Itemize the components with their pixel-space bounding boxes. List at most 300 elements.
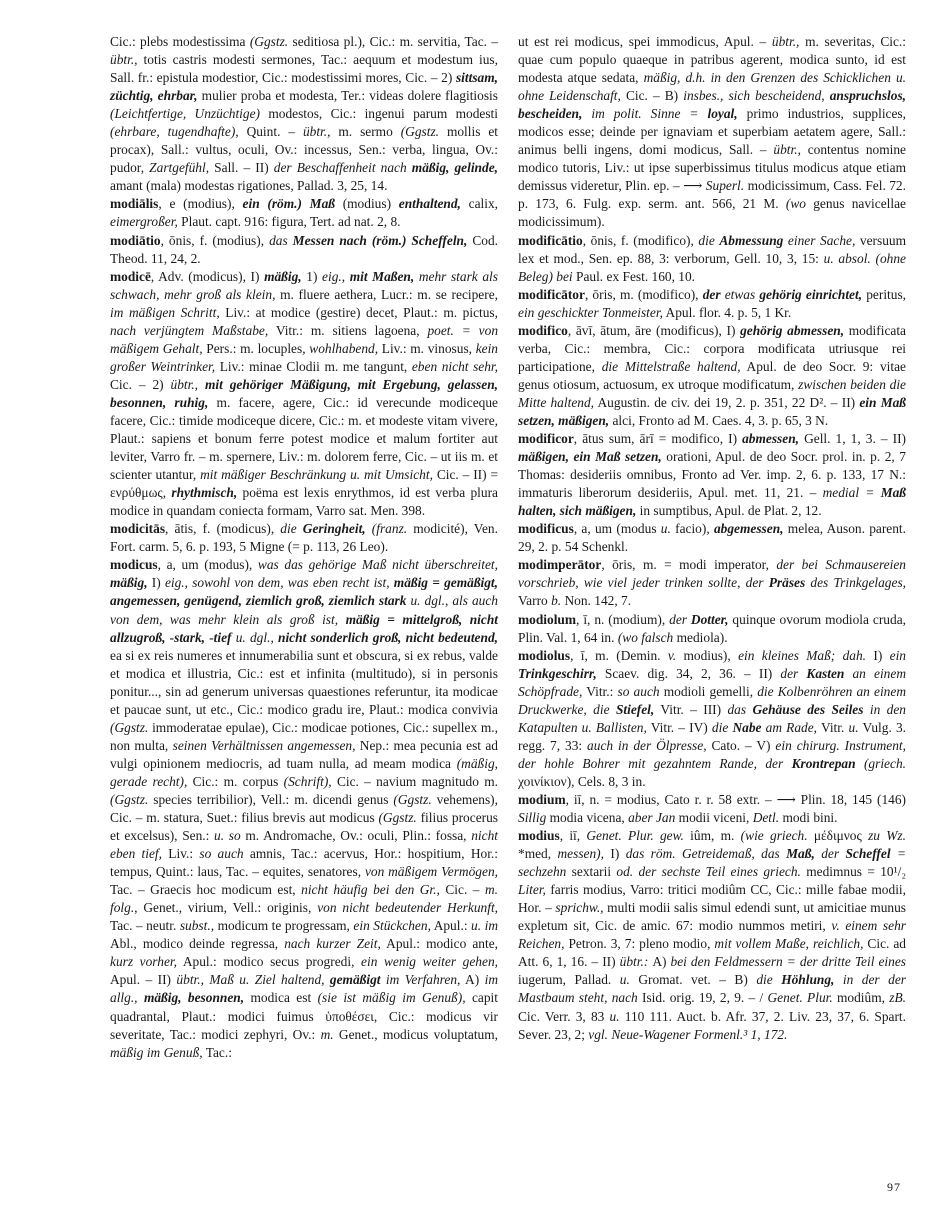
entry-text: ut est rei modicus, spei immodicus, Apul. – xyxy=(518,34,772,49)
entry-text: rhythmisch, xyxy=(171,485,238,501)
headword: modificātio xyxy=(518,232,583,248)
entry-text: mäßig, xyxy=(264,268,302,284)
entry-text: abmessen, xyxy=(742,431,800,447)
entry-text: Stiefel, xyxy=(615,701,655,717)
entry-text: Apul. de deo Socr. 9: vitae genus otiosum, actuosum, ex utroque modificatum, xyxy=(518,358,906,392)
entry-text: in sumptibus, Apul. de Plat. 2, 12. xyxy=(636,503,822,519)
entry-text: modius), xyxy=(676,647,739,663)
entry-text: immoderatae epulae), Cic.: modicae potiones, Cic.: supellex m., non multa, xyxy=(110,719,498,753)
entry-text: Vitr.: m. sitiens lagoena, xyxy=(268,322,428,338)
entry-text: an einem Schöpfrade, xyxy=(518,665,906,699)
entry-text: Genet., modicus voluptatum, xyxy=(333,1026,498,1042)
entry-text: u. dgl., xyxy=(231,629,279,645)
entry-text: wohlhabend, xyxy=(309,340,379,356)
entry-text: Liv.: m. vinosus, xyxy=(378,340,476,356)
entry-text: der xyxy=(780,665,807,681)
entry-text: Genet. Plur. xyxy=(767,990,833,1006)
entry-text: übtr., xyxy=(302,124,331,140)
entry-text: Gehäuse des Seiles xyxy=(752,701,864,717)
entry-text: modicissimum, Cass. Fel. 72. p. 173, 6. Fulg. exp. serm. ant. 566, 21 M. xyxy=(518,178,906,212)
entry-text: Trinkgeschirr, xyxy=(518,665,597,681)
headword: modificātor xyxy=(518,286,585,302)
entry-text: species terribilior), Vell.: m. dicendi genus xyxy=(148,791,394,807)
entry-modice xyxy=(110,268,498,521)
entry-text: u. dgl., als auch von dem, was mehr klein als groß ist, xyxy=(110,593,499,627)
entry-text: sextarii xyxy=(566,864,617,880)
entry-modicitas xyxy=(110,520,498,556)
entry-text: Krontrepan xyxy=(791,755,856,771)
entry-text: v. xyxy=(667,647,677,663)
entry-text: Apul.: modico secus progredi, xyxy=(177,954,362,970)
entry-text: (modius) xyxy=(334,196,399,212)
entry-text: übtr., xyxy=(771,34,800,49)
entry-text: Scaev. dig. 34, 2, 36. – II) xyxy=(596,665,781,681)
entry-text: ein kleines Maß; dah. xyxy=(738,647,867,663)
entry-text: Scheffel xyxy=(845,846,891,862)
entry-text: poëma est lexis enrythmos, id est verba plura modice in quandam coniecta formam, Varro sat. Men. 398. xyxy=(110,485,498,519)
entry-text: aber Jan xyxy=(628,810,676,826)
headword: modifico xyxy=(518,322,568,338)
entry-text: modica est xyxy=(244,990,318,1006)
entry-text: , a, um (modus), xyxy=(157,557,258,573)
entry-text: (wo xyxy=(785,196,806,212)
entry-text: mäßig, besonnen, xyxy=(143,990,245,1006)
entry-text: Cic. – xyxy=(439,882,485,898)
entry-text: Isid. orig. 19, 2, 9. – / xyxy=(637,990,768,1006)
entry-text: Maß, xyxy=(786,846,815,862)
page-number: 97 xyxy=(887,1180,901,1194)
entry-text: Tac. – Graecis hoc modicum est, xyxy=(110,882,302,898)
entry-text: Vitr.: xyxy=(582,683,618,699)
entry-text: ein chirurg. Instrument, der hohle Bohrer mit gezahntem Rande, der xyxy=(518,737,906,771)
entry-modius xyxy=(518,827,906,1044)
entry-text: Quint. – xyxy=(238,124,303,140)
entry-text: ein xyxy=(889,647,906,663)
entry-text: im Verfahren, xyxy=(380,972,461,988)
entry-text: in den Katapulten u. Ballisten, xyxy=(518,701,907,735)
entry-text: Messen nach (röm.) Scheffeln, xyxy=(292,232,468,248)
entry-text: mäßig, gelinde, xyxy=(411,160,498,176)
entry-text: mit mäßiger Beschränkung u. mit Umsicht, xyxy=(200,467,433,483)
entry-text: nicht eben tief, xyxy=(110,828,498,862)
entry-text: mit gehöriger Mäßigung, mit Ergebung, gelassen, besonnen, ruhig, xyxy=(110,376,498,410)
entry-modicus xyxy=(110,556,498,1061)
headword: modificus xyxy=(518,521,574,537)
entry-text: in der der Mastbaum steht, nach xyxy=(518,972,906,1006)
entry-text: primo industrios, supplices, modicos esse; deinde per ignaviam et superbiam aetatem agere, Sall.: animus belli ingens, domi modicus, Sall. – xyxy=(518,106,906,158)
entry-text: poet. = von mäßigem Gehalt, xyxy=(110,322,499,356)
entry-modiatio xyxy=(110,232,498,268)
entry-text: seinen Verhältnissen angemessen, xyxy=(172,737,356,753)
entry-text: Vitr. – IV) xyxy=(646,719,712,735)
entry-text: melea, Auson. parent. 29, 2. p. 54 Schenkl. xyxy=(518,521,907,555)
entry-modiolus xyxy=(518,647,906,791)
entry-text: mäßig, d.h. in den Grenzen des Schicklichen u. ohne Leidenschaft, xyxy=(518,70,906,104)
entry-text: = sechzehn xyxy=(518,846,906,880)
entry-text: Vitr. – III) xyxy=(654,701,728,717)
entry-text: ein (röm.) Maß xyxy=(242,196,335,212)
entry-text: der bei Schmausereien vorschrieb, wie viel jeder trinken sollte, der xyxy=(518,557,906,591)
entry-text: u. xyxy=(660,521,671,537)
entry-text: Nabe xyxy=(732,719,762,735)
entry-text: v. einem sehr Reichen, xyxy=(518,918,906,952)
entry-text: Cic. – II) = ενρύθμως, xyxy=(110,467,498,501)
headword: modiolum xyxy=(518,611,577,627)
entry-text: Liter, xyxy=(518,882,546,898)
entry-text: loyal, xyxy=(707,106,738,122)
entry-text: m. facere, agere, Cic.: id verecunde modiceque facere, Cic.: timide modiceque dicere, Cic.: m. et modeste vitam vivere, Plaut.: sapiens et bonum ferre potest modice et malum fortiter aut leviter, Varro fr. – m. spernere, Liv.: m. dolorem ferre, Cic. – ut iis m. et scienter utantur, xyxy=(110,394,498,483)
entry-text: , ātus sum, ārī = modifico, I) xyxy=(573,431,743,447)
entry-text: der xyxy=(669,611,691,627)
entry-text: Dotter, xyxy=(690,611,729,627)
entry-text: filius procerus et excelsus), Sen.: xyxy=(110,810,498,844)
entry-text: iugerum, Pallad. xyxy=(518,972,620,988)
entry-text: *med, xyxy=(518,846,558,862)
entry-text: anspruchslos, bescheiden, xyxy=(518,88,907,122)
entry-text: die xyxy=(698,232,720,248)
entry-text: von nicht bedeutender Herkunft, xyxy=(317,900,499,916)
entry-text: nach verjüngtem Maßstabe, xyxy=(110,322,269,338)
entry-text: I) xyxy=(603,846,626,862)
entry-text: von mäßigem Vermögen, xyxy=(364,864,498,880)
entry-text: medimnus = 10¹/₂ xyxy=(800,864,906,880)
entry-text: zu Wz. xyxy=(868,828,906,844)
entry-text: zwischen beiden die Mitte haltend, xyxy=(518,376,906,410)
headword: modius xyxy=(518,828,560,844)
entry-text: Liv.: minae Clodii m. me tangunt, xyxy=(215,358,412,374)
headword: modicus xyxy=(110,557,158,573)
entry-text: m. severitas, Cic.: quae cum populo quaeque in patribus agerent, modica sunto, id est modesta atque sedata, xyxy=(518,34,906,86)
entry-text: u. so xyxy=(214,828,241,844)
headword: modicitās xyxy=(110,521,166,537)
entry-text: capit quadrantal, Plaut.: modici fuimus ὑποθέσει, Cic.: modicus vir severitate, Tac.: modici zephyri, Ov.: xyxy=(110,990,498,1042)
entry-modiolum xyxy=(518,611,906,647)
entry-text: gemäßigt xyxy=(329,972,381,988)
entry-text: mediola). xyxy=(673,629,728,645)
entry-text: calix, xyxy=(460,196,498,212)
entry-text: subst., xyxy=(179,918,215,934)
entry-text: u. absol. (ohne Beleg) bei xyxy=(518,250,906,284)
entry-text: Genet. Plur. gew. xyxy=(586,828,684,844)
entry-text: versuum lex et mod., Sen. ep. 88, 3: verborum, Gell. 10, 3, 15: xyxy=(518,232,907,266)
entry-text: eig., xyxy=(322,268,350,284)
entry-text: I) xyxy=(147,575,165,591)
entry-text: Abl., modico deinde regressa, xyxy=(110,936,285,952)
entry-text: , ōris, m. = modi imperator, xyxy=(601,557,777,573)
entry-text: Apul. flor. 4. p. 5, 1 Kr. xyxy=(662,304,792,320)
entry-text: modioli gemelli, xyxy=(659,683,758,699)
entry-text: amant (mala) modestas rigationes, Pallad. 3, 25, 14. xyxy=(110,178,388,194)
entry-text: Abmessung xyxy=(719,232,784,248)
entry-text: u. im xyxy=(471,918,498,934)
entry-text: u. xyxy=(848,719,859,735)
entry-text: Präses xyxy=(768,575,806,591)
entry-text: nicht häufig bei den Gr., xyxy=(301,882,440,898)
entry-text: modicité), Ven. Fort. carm. 5, 6. p. 193, 5 Migne (= p. 113, 26 Leo). xyxy=(110,521,498,555)
entry-text: b. xyxy=(551,593,562,609)
entry-text: Apul.: modico ante, xyxy=(380,936,498,952)
entry-text: Cic. – 2) xyxy=(110,376,171,392)
entry-modium xyxy=(518,791,906,827)
entry-text: genus navicellae modicissimum). xyxy=(518,196,906,230)
entry-text: Vulg. 3. regg. 7, 33: xyxy=(518,719,906,753)
entry-text: was das gehörige Maß nicht überschreitet, xyxy=(257,557,498,573)
entry-text: A) xyxy=(460,972,485,988)
entry-text: die xyxy=(280,521,303,537)
entry-text: Maß halten, sich mäßigen, xyxy=(518,485,906,519)
entry-text: nach kurzer Zeit, xyxy=(284,936,381,952)
entry-text: nicht sonderlich groß, nicht bedeutend, xyxy=(278,629,498,645)
entry-text: (Schrift), xyxy=(283,773,332,789)
entry-text: (franz. xyxy=(365,521,408,537)
entry-text: Gromat. vet. – B) xyxy=(629,972,757,988)
entry-text: etwas xyxy=(724,286,760,302)
entry-text: im allg., xyxy=(110,972,498,1006)
entry-text: übtr., xyxy=(110,52,138,68)
entry-text: , ī, m. (Demin. xyxy=(570,647,668,663)
entry-text: des Trinkgelages, xyxy=(805,575,907,591)
entry-text: , āvī, ātum, āre (modificus), I) xyxy=(567,322,741,338)
entry-text: , iī, n. = modius, Cato r. r. 58 extr. – ⟶ Plin. 18, 145 (146) xyxy=(565,791,906,807)
headword: modium xyxy=(518,791,566,807)
entry-text: Cic. Verr. 3, 83 xyxy=(518,1008,610,1024)
entry-text: im mäßigen Schritt, xyxy=(110,304,220,320)
entry-text: μέδιμνος xyxy=(807,828,869,844)
entry-text: modificata verba, Cic.: membra, Cic.: corpora modificata utriusque rei participatione, xyxy=(518,322,906,374)
entry-text: m. sermo xyxy=(330,124,401,140)
entry-text: amnis, Tac.: acervus, Hor.: hospitium, Hor.: tempus, Quint.: laus, Tac. – equites, senatores, xyxy=(110,846,499,880)
entry-text: od. der sechste Teil eines griech. xyxy=(616,864,801,880)
entry-text: zB. xyxy=(889,990,907,1006)
entry-text: (Ggstz. xyxy=(393,791,432,807)
entry-text: (Ggstz. xyxy=(110,719,149,735)
entry-text: Vitr. xyxy=(817,719,849,735)
entry-text: mäßig = mittelgroß, nicht allzugroß, -stark, -tief xyxy=(110,611,498,645)
entry-text: modicum te progressam, xyxy=(214,918,354,934)
entry-text: die xyxy=(711,719,733,735)
entry-text: , ōris, m. (modifico), xyxy=(584,286,703,302)
entry-text: modi bini. xyxy=(779,810,838,826)
entry-text: insbes., sich bescheidend, xyxy=(683,88,830,104)
entry-text: vehemens), Cic. – m. statura, Suet.: filius brevis aut modicus xyxy=(110,791,498,826)
entry-text: ein Stückchen, xyxy=(353,918,431,934)
entry-text: I) xyxy=(866,647,890,663)
entry-text: Detl. xyxy=(752,810,780,826)
entry-text: u. xyxy=(619,972,630,988)
entry-text: Apul.: xyxy=(430,918,472,934)
entry-text: peritus, xyxy=(862,286,907,302)
entry-modialis xyxy=(110,195,498,231)
right-column xyxy=(518,33,906,1044)
entry-text: Tac.: xyxy=(202,1044,232,1060)
entry-text: einer Sache, xyxy=(783,232,856,248)
entry-text: Cod. Theod. 11, 24, 2. xyxy=(110,232,499,266)
entry-text: die xyxy=(756,972,782,988)
headword: modicē xyxy=(110,268,151,284)
entry-text: so auch xyxy=(617,683,660,699)
entry-text: Genet., virium, Vell.: originis, xyxy=(137,900,318,916)
entry-text: mit Maßen, xyxy=(349,268,415,284)
entry-text: eben nicht sehr, xyxy=(411,358,498,374)
entry-text: Sillig xyxy=(518,810,547,826)
entry-text: Liv.: xyxy=(162,846,200,862)
entry-text: , ātis, f. (modicus), xyxy=(165,521,281,537)
entry-modifico xyxy=(518,322,906,430)
entry-text: eimergroßer, xyxy=(110,214,178,230)
entry-text: Augustin. de civ. dei 19, 2. p. 351, 22 D². – II) xyxy=(594,394,860,410)
entry-text: , a, um (modus xyxy=(573,521,661,537)
entry-text: mit vollem Maße, reichlich, xyxy=(714,936,864,952)
left-column xyxy=(110,33,498,1062)
entry-text: so auch xyxy=(199,846,244,862)
entry-text: Liv.: at modice (gestire) decet, Plaut.: m. pictus, xyxy=(219,304,498,320)
entry-text: (Ggstz. xyxy=(249,34,289,49)
entry-text: Zartgefühl, xyxy=(149,160,210,176)
entry-modificatio xyxy=(518,232,906,286)
entry-text: multi modii salis simul edendi sunt, ut amicitiae munus expletum sit, Cic. de amic. 67: modio nummos metiri, xyxy=(518,900,906,934)
entry-text: die Mittelstraße haltend, xyxy=(601,358,741,374)
entry-text: Cic.: m. corpus xyxy=(187,773,284,789)
entry-text: ea si ex reis numeres et innumerabilia sunt et obscura, si ex rebus, valde et modica et illustria, Cic.: est et infinita (multitudo), si in personis ponitur..., sin ad generum universas quaestiones referuntur, ita modicae et paucae sunt, ut etc., Cic.: modico gradu ire, Plaut.: modica convivia xyxy=(110,647,498,717)
entry-text: u. xyxy=(609,1008,620,1024)
entry-text: abgemessen, xyxy=(713,521,784,537)
entry-modestus-cont xyxy=(110,33,498,195)
headword: modificor xyxy=(518,431,574,447)
entry-text: m. Andromache, Ov.: oculi, Plin.: fossa, xyxy=(240,828,472,844)
entry-text: , Adv. (modicus), I) xyxy=(150,268,265,284)
entry-text: Kasten xyxy=(806,665,845,681)
entry-text: mulier proba et modesta, Ter.: videas dolere flagitiosis xyxy=(197,88,498,104)
entry-text: Tac. – neutr. xyxy=(110,918,180,934)
entry-text: (Ggstz. xyxy=(400,124,440,140)
entry-text: Cic. – B) xyxy=(620,88,684,104)
entry-text: (sie ist mäßig im Genuß), xyxy=(317,990,466,1006)
entry-modificus xyxy=(518,520,906,556)
entry-text: kurz vorher, xyxy=(110,954,177,970)
entry-text: übtr., Maß u. Ziel haltend, xyxy=(176,972,330,988)
entry-modificor xyxy=(518,430,906,520)
entry-text: Sall. – II) xyxy=(209,160,274,176)
entry-text: die Kolbenröhren an einem Druckwerke, die xyxy=(518,683,906,717)
entry-text: Cic. ad Att. 6, 1, 16. – II) xyxy=(518,936,906,970)
entry-text: m. folg., xyxy=(110,882,498,916)
entry-text: Superl. xyxy=(705,178,745,194)
entry-text: gehörig abmessen, xyxy=(740,322,845,338)
entry-text: m. xyxy=(320,1026,334,1042)
entry-text: m. fluere aethera, Lucr.: m. se recipere, xyxy=(275,286,498,302)
entry-text: gehörig einrichtet, xyxy=(759,286,863,302)
entry-text: , e (modius), xyxy=(158,196,243,212)
entry-text: mäßig = gemäßigt, angemessen, genügend, ziemlich groß, ziemlich stark xyxy=(110,575,498,609)
entry-text: totis castris modesti sermones, Tac.: aequum et modestum ius, Sall. fr.: epistula modestior, Cic.: modestissimi mores, Cic. – 2) xyxy=(110,52,498,86)
entry-text: Petron. 3, 7: pleno modio, xyxy=(564,936,715,952)
entry-text: übtr., xyxy=(773,142,801,158)
entry-text: das xyxy=(727,701,753,717)
entry-text: farris modius, Varro: tritici modiûm CC, Cic.: mille fabae modii, Hor. – xyxy=(518,882,906,916)
entry-text: übtr.: xyxy=(619,954,653,970)
entry-text: (ehrbare, tugendhafte), xyxy=(110,124,239,140)
entry-text: sittsam, züchtig, ehrbar, xyxy=(110,70,498,104)
entry-text: , ī, n. (modium), xyxy=(576,611,670,627)
entry-text: (mäßig, gerade recht), xyxy=(110,755,498,789)
entry-text: Pers.: m. locuples, xyxy=(202,340,310,356)
entry-text: (Leichtfertige, Unzüchtige) xyxy=(110,106,261,122)
entry-text: messen), xyxy=(557,846,604,862)
entry-text: mäßigen, ein Maß setzen, xyxy=(518,449,662,465)
entry-text: ein wenig weiter gehen, xyxy=(361,954,498,970)
entry-text: bei den Feldmessern = der dritte Teil eines xyxy=(670,954,906,970)
entry-text: medial = xyxy=(822,485,881,501)
entry-text: Geringheit, xyxy=(302,521,366,537)
entry-text: der Beschaffenheit nach xyxy=(273,160,412,176)
entry-text: Höhlung, xyxy=(781,972,835,988)
headword: modiolus xyxy=(518,647,571,663)
entry-text: (Ggstz. xyxy=(378,810,417,826)
entry-text: Nep.: mea pecunia est ad vulgi opinionem mediocris, ad tuam nulla, ad meam modica xyxy=(110,737,498,771)
entry-text: mäßig im Genuß, xyxy=(110,1044,203,1060)
entry-text: , ōnis, f. (modius), xyxy=(160,232,270,248)
entry-modimperator xyxy=(518,556,906,610)
entry-text: übtr., xyxy=(170,376,199,392)
entry-text: Cic. – navium magnitudo m. xyxy=(331,773,498,789)
entry-text: A) xyxy=(652,954,671,970)
entry-text: Paul. ex Fest. 160, 10. xyxy=(572,268,696,284)
entry-text: der xyxy=(814,846,846,862)
entry-text: (wie griech. xyxy=(740,828,808,844)
entry-text: orationi, Apul. de deo Socr. prol. in. p. 2, 7 Thomas: desideriis omnibus, Fronto ad Ver. imp. 2, 6. p. 133, 17 N.: immaturis liberorum desideriis, Apul. met. 11, 21. – xyxy=(518,449,906,501)
entry-text: am Rade, xyxy=(761,719,818,735)
entry-text: auch in der Ölpresse, xyxy=(587,737,707,753)
entry-text: Cato. – V) xyxy=(706,737,776,753)
entry-text: facio), xyxy=(670,521,714,537)
entry-text: (griech. xyxy=(855,755,906,771)
entry-text: ein geschickter Tonmeister, xyxy=(518,304,663,320)
entry-text: contentus nomine modico tutoris, Liv.: ut ipse superbissimus titulus modicus atque etiam demissus videretur, Plin. ep. – ⟶ xyxy=(518,142,906,194)
entry-text: χοινίκιον), Cels. 8, 3 in. xyxy=(518,773,646,789)
entry-modificator xyxy=(518,286,906,322)
entry-text: (wo falsch xyxy=(617,629,674,645)
entry-text: modia vicena, xyxy=(546,810,629,826)
entry-text: kein großer Weintrinker, xyxy=(110,340,499,374)
entry-text: , iī, xyxy=(559,828,587,844)
entry-text: das röm. Getreidemaß, das xyxy=(625,846,787,862)
entry-text: 1) xyxy=(301,268,323,284)
entry-text: vgl. Neue-Wagener Formenl.³ 1, 172. xyxy=(588,1026,788,1042)
entry-text: der xyxy=(702,286,725,302)
entry-text: mäßig, xyxy=(110,575,148,591)
entry-text: quinque ovorum modiola cruda, Plin. Val. 1, 64 in. xyxy=(518,611,906,645)
entry-text: modestos, Cic.: ingenui parum modesti xyxy=(260,106,498,122)
entry-modicus-cont xyxy=(518,33,906,232)
entry-text: Plaut. capt. 916: figura, Tert. ad nat. 2, 8. xyxy=(177,214,401,230)
entry-text: Cic.: plebs modestissima xyxy=(110,34,250,49)
entry-text: mehr stark als schwach, mehr groß als klein, xyxy=(110,268,498,302)
entry-text: 110 111. Auct. b. Afr. 37, 2. Liv. 23, 37, 6. Spart. Sever. 23, 2; xyxy=(518,1008,906,1042)
headword: modiātio xyxy=(110,232,161,248)
entry-text: Non. 142, 7. xyxy=(561,593,632,609)
entry-text: modii viceni, xyxy=(675,810,753,826)
entry-text: im polit. Sinne = xyxy=(582,106,708,122)
entry-text: , ōnis, f. (modifico), xyxy=(582,232,699,248)
entry-text: Varro xyxy=(518,593,552,609)
entry-text: modiûm, xyxy=(832,990,890,1006)
entry-text: ein Maß setzen, mäßigen, xyxy=(518,394,907,428)
headword: modimperātor xyxy=(518,557,602,573)
entry-text: das xyxy=(269,232,293,248)
entry-text: iûm, m. xyxy=(683,828,741,844)
entry-text: (Ggstz. xyxy=(110,791,149,807)
entry-text: mollis et procax), Sall.: vultus, oculi, Ov.: incessus, Sen.: verba, lingua, Ov.: pudor, xyxy=(110,124,498,176)
